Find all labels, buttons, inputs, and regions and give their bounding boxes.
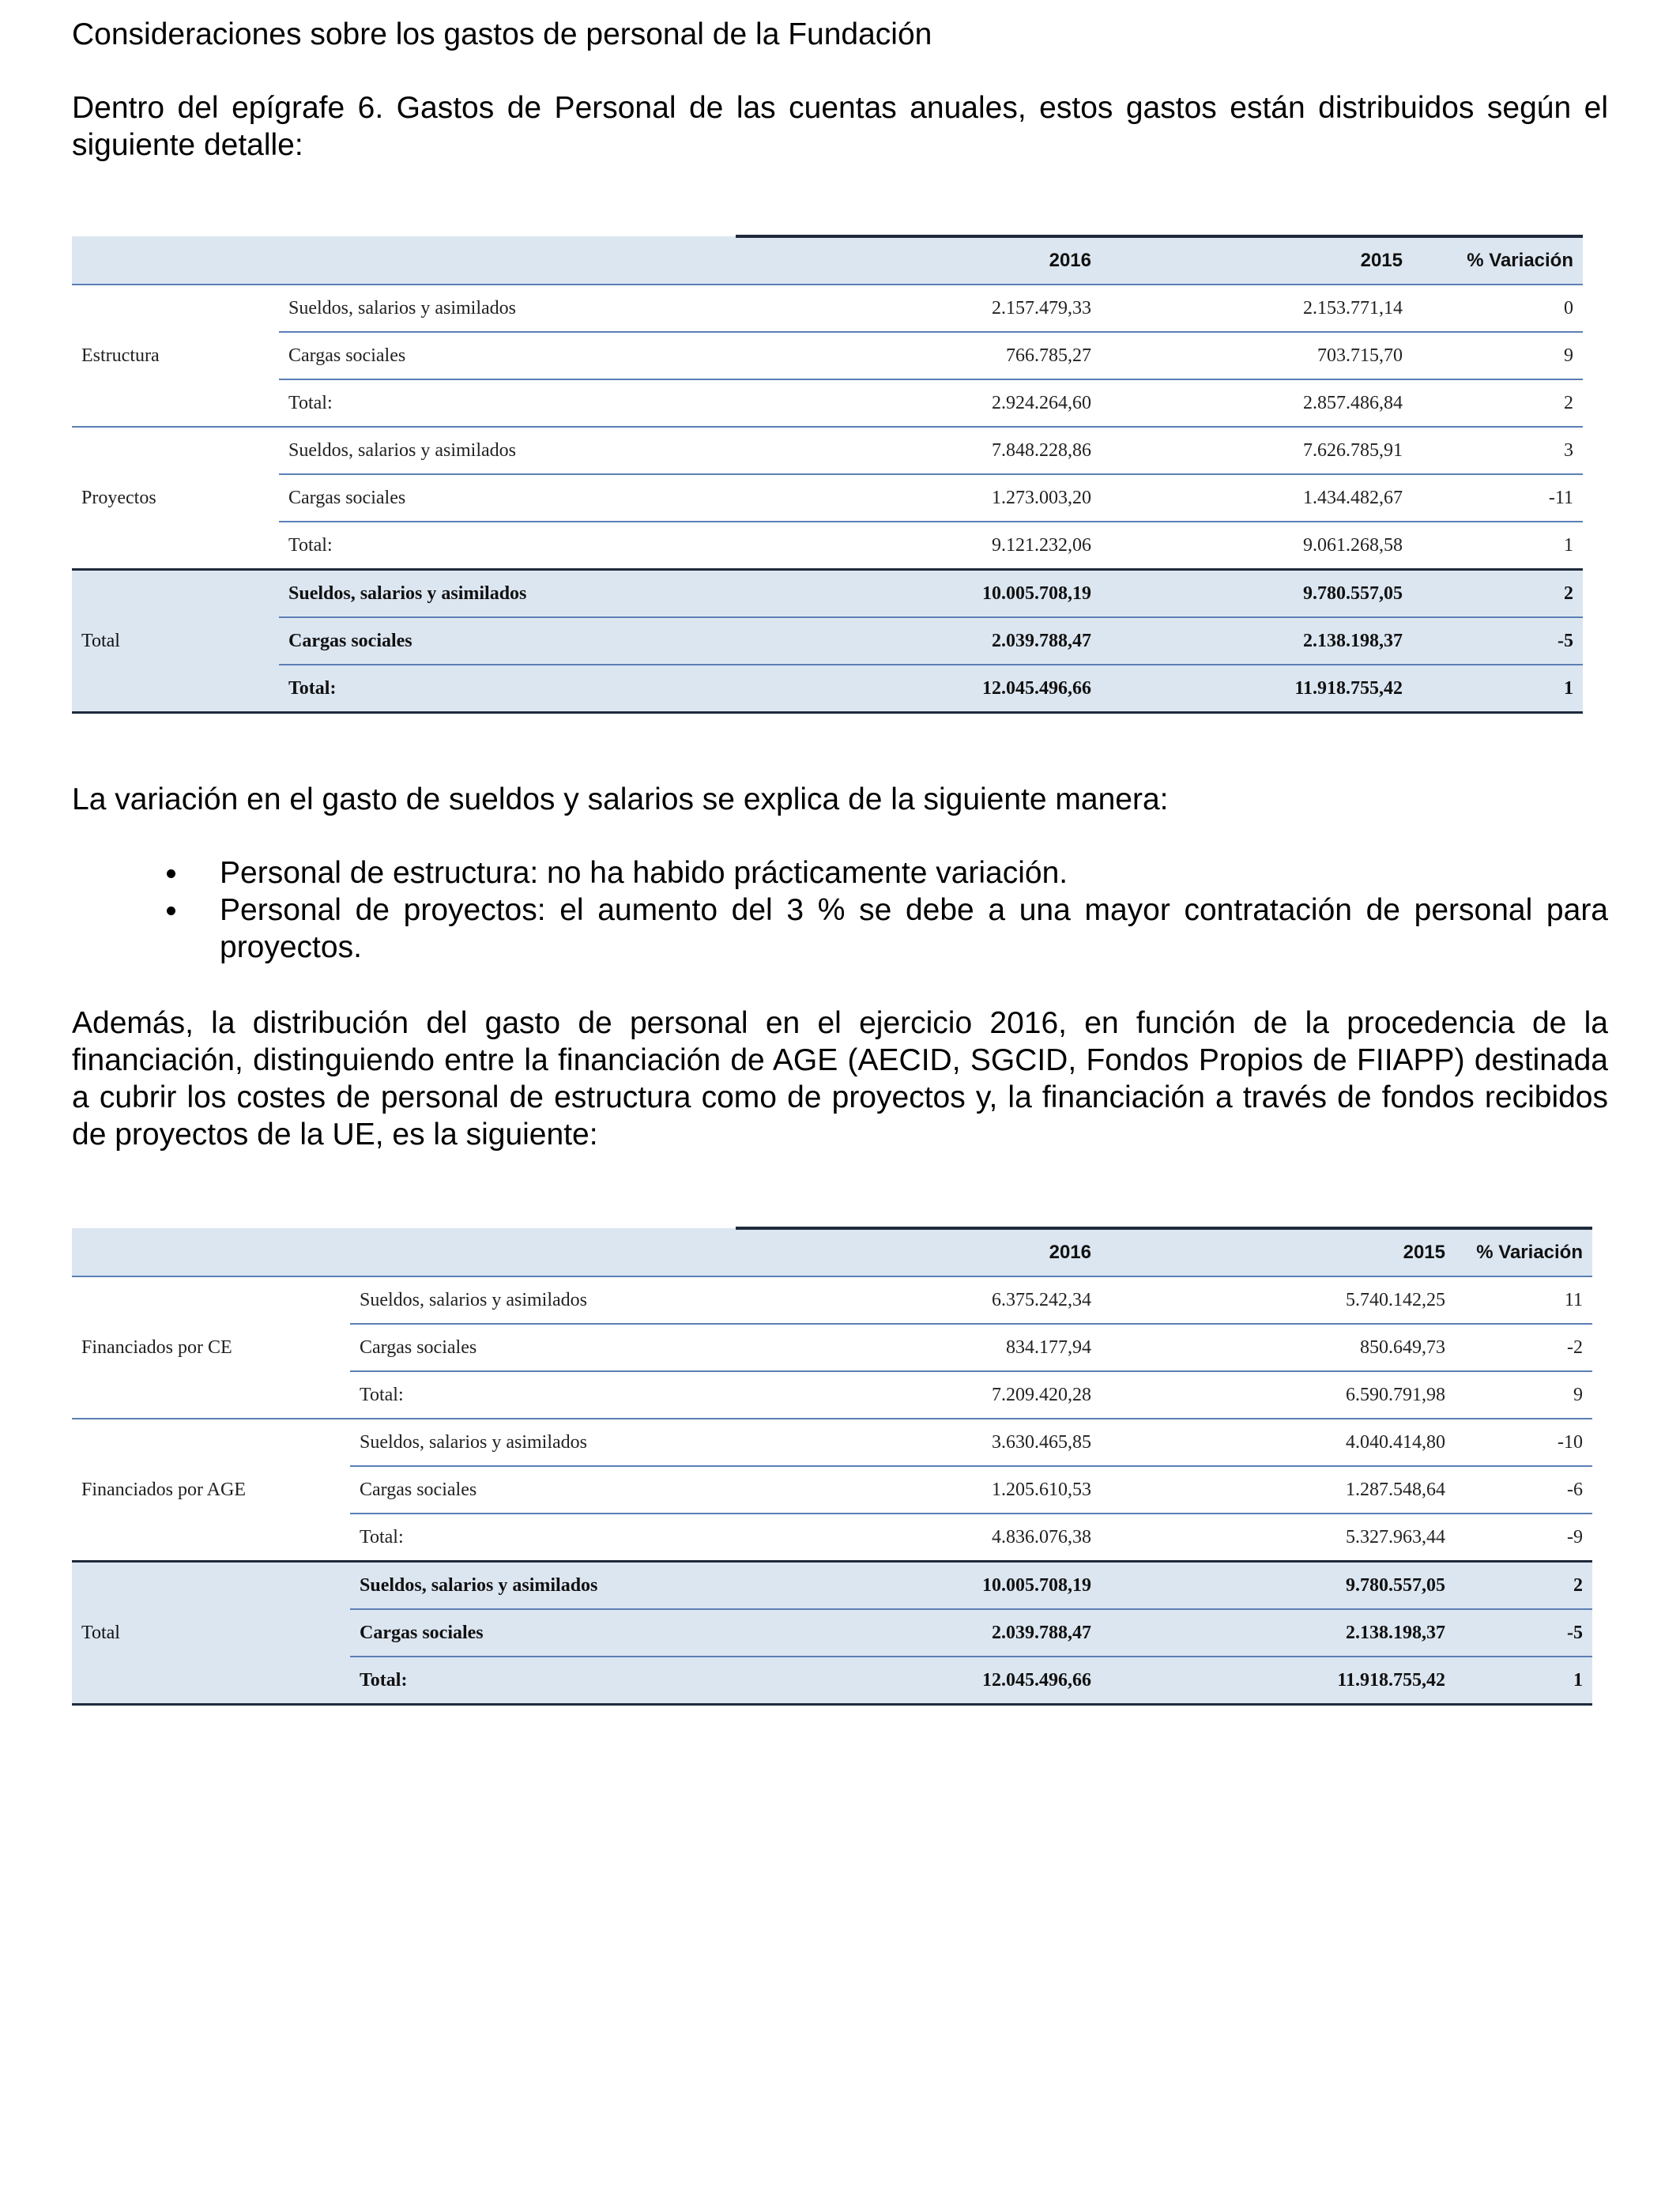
row-label: Cargas sociales (350, 1466, 736, 1514)
intro-paragraph: Dentro del epígrafe 6. Gastos de Personal de las cuentas anuales, estos gastos están distribuidos según el siguiente detalle: (72, 91, 1608, 162)
row-label: Sueldos, salarios y asimilados (350, 1562, 736, 1610)
value-2016: 3.630.465,85 (736, 1419, 1101, 1466)
row-label: Cargas sociales (350, 1324, 736, 1371)
variation-bullet-list (72, 854, 1608, 966)
value-2016: 4.836.076,38 (736, 1514, 1101, 1562)
value-variation: 1 (1412, 665, 1583, 713)
value-variation: 9 (1412, 332, 1583, 379)
group-label: Proyectos (72, 427, 279, 570)
list-item-text: Personal de estructura: no ha habido prácticamente variación. (220, 856, 1068, 890)
header-year-2016: 2016 (736, 236, 1101, 285)
value-2015: 11.918.755,42 (1101, 665, 1412, 713)
header-blank (350, 1228, 736, 1276)
value-2016: 834.177,94 (736, 1324, 1101, 1371)
group-estructura (72, 285, 1583, 427)
row-label: Total: (350, 1657, 736, 1705)
value-2016: 1.205.610,53 (736, 1466, 1101, 1514)
value-2015: 4.040.414,80 (1101, 1419, 1455, 1466)
value-2016: 12.045.496,66 (736, 1657, 1101, 1705)
table-row (72, 1562, 1592, 1610)
row-label: Total: (279, 665, 736, 713)
table-row (72, 1419, 1592, 1466)
group-label: Financiados por AGE (72, 1419, 350, 1562)
row-label: Sueldos, salarios y asimilados (279, 570, 736, 618)
value-variation: 2 (1412, 379, 1583, 427)
value-variation: 2 (1412, 570, 1583, 618)
header-blank (72, 236, 279, 285)
value-2015: 2.857.486,84 (1101, 379, 1412, 427)
group-label: Total (72, 570, 279, 713)
value-2015: 703.715,70 (1101, 332, 1412, 379)
value-2015: 9.061.268,58 (1101, 522, 1412, 570)
value-2015: 5.327.963,44 (1101, 1514, 1455, 1562)
value-2015: 11.918.755,42 (1101, 1657, 1455, 1705)
value-variation: 1 (1412, 522, 1583, 570)
header-year-2015: 2015 (1101, 236, 1412, 285)
header-year-2016: 2016 (736, 1228, 1101, 1276)
financing-source-table (72, 1227, 1592, 1706)
value-variation: -9 (1455, 1514, 1592, 1562)
header-year-2015: 2015 (1101, 1228, 1455, 1276)
value-2016: 1.273.003,20 (736, 474, 1101, 522)
value-2016: 766.785,27 (736, 332, 1101, 379)
header-variation: % Variación (1412, 236, 1583, 285)
personnel-expenses-table (72, 235, 1583, 714)
table-row (72, 285, 1583, 332)
table-header-row (72, 1228, 1592, 1276)
value-variation: 9 (1455, 1371, 1592, 1419)
value-variation: -5 (1412, 617, 1583, 665)
row-label: Total: (350, 1371, 736, 1419)
value-2015: 2.138.198,37 (1101, 617, 1412, 665)
value-variation: 3 (1412, 427, 1583, 474)
group-financiados-age (72, 1419, 1592, 1562)
row-label: Total: (279, 379, 736, 427)
value-variation: -11 (1412, 474, 1583, 522)
value-2016: 9.121.232,06 (736, 522, 1101, 570)
value-2016: 7.848.228,86 (736, 427, 1101, 474)
row-label: Cargas sociales (350, 1609, 736, 1657)
value-2015: 1.434.482,67 (1101, 474, 1412, 522)
value-variation: -10 (1455, 1419, 1592, 1466)
value-2015: 2.153.771,14 (1101, 285, 1412, 332)
row-label: Cargas sociales (279, 617, 736, 665)
value-variation: 0 (1412, 285, 1583, 332)
table-row (72, 427, 1583, 474)
table-row (72, 570, 1583, 618)
value-2015: 6.590.791,98 (1101, 1371, 1455, 1419)
header-blank (279, 236, 736, 285)
section-heading: Consideraciones sobre los gastos de personal de la Fundación (72, 17, 932, 51)
group-financiados-ce (72, 1276, 1592, 1419)
variation-intro: La variación en el gasto de sueldos y salarios se explica de la siguiente manera: (72, 782, 1169, 816)
table-row (72, 665, 1583, 713)
bullet-icon (167, 869, 175, 878)
value-2016: 10.005.708,19 (736, 1562, 1101, 1610)
row-label: Sueldos, salarios y asimilados (279, 285, 736, 332)
table-row (72, 522, 1583, 570)
value-2015: 5.740.142,25 (1101, 1276, 1455, 1324)
value-variation: -5 (1455, 1609, 1592, 1657)
row-label: Total: (279, 522, 736, 570)
row-label: Cargas sociales (279, 474, 736, 522)
table-row (72, 617, 1583, 665)
value-variation: -2 (1455, 1324, 1592, 1371)
value-2015: 9.780.557,05 (1101, 1562, 1455, 1610)
row-label: Sueldos, salarios y asimilados (279, 427, 736, 474)
table-row (72, 332, 1583, 379)
row-label: Cargas sociales (279, 332, 736, 379)
value-2015: 2.138.198,37 (1101, 1609, 1455, 1657)
header-blank (72, 1228, 350, 1276)
value-variation: -6 (1455, 1466, 1592, 1514)
table-row (72, 1276, 1592, 1324)
header-variation: % Variación (1455, 1228, 1592, 1276)
group-label: Total (72, 1562, 350, 1705)
value-2016: 10.005.708,19 (736, 570, 1101, 618)
list-item (72, 892, 1608, 966)
value-variation: 1 (1455, 1657, 1592, 1705)
table-row (72, 379, 1583, 427)
list-item-text: Personal de proyectos: el aumento del 3 % se debe a una mayor contratación de personal para proyectos. (220, 893, 1608, 964)
distribution-paragraph: Además, la distribución del gasto de personal en el ejercicio 2016, en función de la procedencia de la financiación, distinguiendo entre la financiación de AGE (AECID, SGCID, Fondos Propios de FIIAPP) destinada a cubrir los costes de personal de estructura como de proyectos y, la financiación a través de fondos recibidos de proyectos de la UE, es la siguiente: (72, 1006, 1608, 1152)
value-variation: 2 (1455, 1562, 1592, 1610)
value-2016: 7.209.420,28 (736, 1371, 1101, 1419)
value-variation: 11 (1455, 1276, 1592, 1324)
row-label: Sueldos, salarios y asimilados (350, 1276, 736, 1324)
value-2015: 1.287.548,64 (1101, 1466, 1455, 1514)
value-2016: 6.375.242,34 (736, 1276, 1101, 1324)
value-2016: 2.924.264,60 (736, 379, 1101, 427)
group-total (72, 570, 1583, 713)
group-total (72, 1562, 1592, 1705)
group-proyectos (72, 427, 1583, 570)
row-label: Total: (350, 1514, 736, 1562)
value-2016: 2.039.788,47 (736, 1609, 1101, 1657)
table-row (72, 474, 1583, 522)
bullet-icon (167, 907, 175, 915)
value-2015: 7.626.785,91 (1101, 427, 1412, 474)
value-2016: 12.045.496,66 (736, 665, 1101, 713)
group-label: Financiados por CE (72, 1276, 350, 1419)
row-label: Sueldos, salarios y asimilados (350, 1419, 736, 1466)
value-2016: 2.039.788,47 (736, 617, 1101, 665)
value-2015: 850.649,73 (1101, 1324, 1455, 1371)
list-item (72, 854, 1608, 892)
group-label: Estructura (72, 285, 279, 427)
table-header-row (72, 236, 1583, 285)
value-2016: 2.157.479,33 (736, 285, 1101, 332)
value-2015: 9.780.557,05 (1101, 570, 1412, 618)
